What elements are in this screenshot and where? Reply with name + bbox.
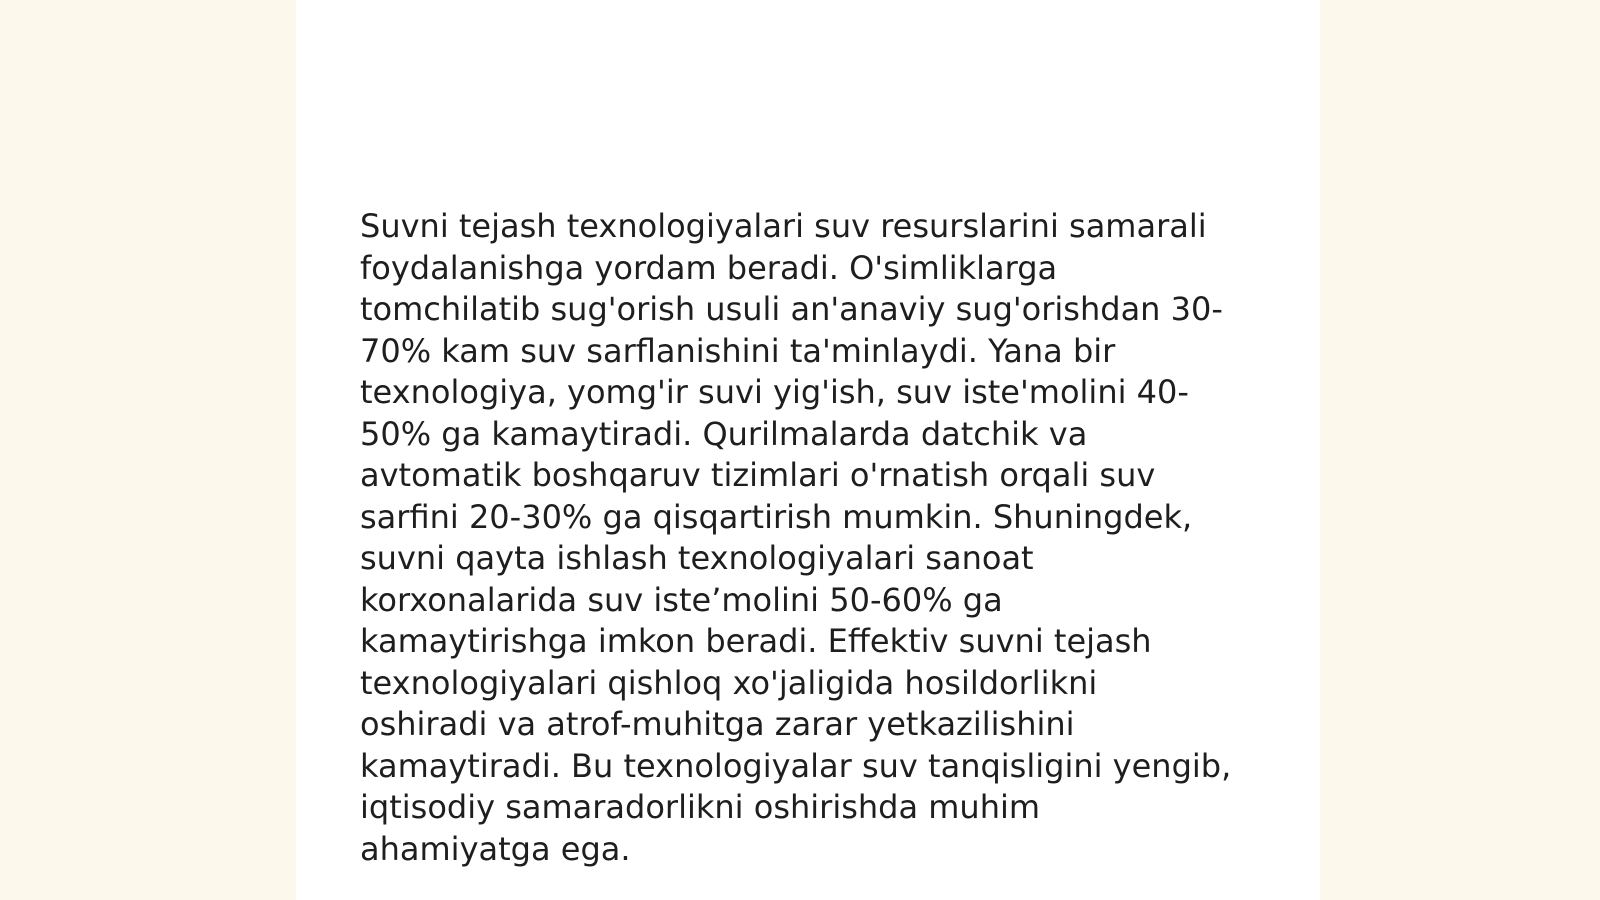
paragraph-line: ahamiyatga ega.: [360, 829, 631, 868]
document-page: [296, 0, 1320, 900]
paragraph-line: 50% ga kamaytiradi. Qurilmalarda datchik va: [360, 414, 1088, 453]
paragraph-line: korxonalarida suv iste’molini 50-60% ga: [360, 580, 1003, 619]
body-paragraph: [360, 206, 1260, 870]
paragraph-line: sarfini 20-30% ga qisqartirish mumkin. Shuningdek,: [360, 497, 1193, 536]
paragraph-line: foydalanishga yordam beradi. O'simliklarga: [360, 248, 1058, 287]
paragraph-line: oshiradi va atrof-muhitga zarar yetkazilishini: [360, 705, 1075, 743]
paragraph-line: avtomatik boshqaruv tizimlari o'rnatish orqali suv: [360, 456, 1156, 494]
paragraph-line: Suvni tejash texnologiyalari suv resurslarini samarali: [360, 207, 1207, 245]
paragraph-line: kamaytiradi. Bu texnologiyalar suv tanqisligini yengib,: [360, 746, 1232, 785]
paragraph-line: texnologiya, yomg'ir suvi yig'ish, suv iste'molini 40-: [360, 373, 1189, 411]
paragraph-line: texnologiyalari qishloq xo'jaligida hosildorlikni: [360, 663, 1098, 702]
paragraph-line: 70% kam suv sarflanishini ta'minlaydi. Yana bir: [360, 331, 1116, 370]
paragraph-line: suvni qayta ishlash texnologiyalari sanoat: [360, 539, 1034, 577]
paragraph-line: tomchilatib sug'orish usuli an'anaviy sug'orishdan 30-: [360, 290, 1223, 328]
paragraph-line: iqtisodiy samaradorlikni oshirishda muhim: [360, 788, 1041, 826]
paragraph-line: kamaytirishga imkon beradi. Effektiv suvni tejash: [360, 622, 1152, 660]
